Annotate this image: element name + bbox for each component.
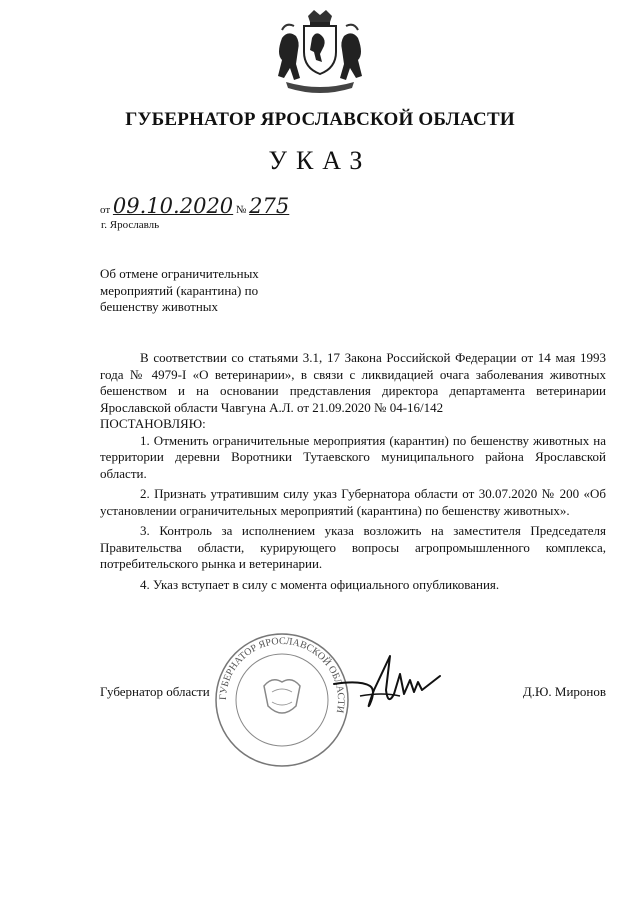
item-paragraph: 3. Контроль за исполнением указа возложить на заместителя Председателя Правительства области, курирующего вопросы агропромышленного комплекса, потребительского рынка и ветеринарии. <box>100 523 606 571</box>
item-paragraph: 1. Отменить ограничительные мероприятия (карантин) по бешенству животных на территории деревни Воротники Тутаевского муниципального района Ярославской области. <box>100 432 606 481</box>
svg-text:ГУБЕРНАТОР ЯРОСЛАВСКОЙ ОБЛАСТИ <box>218 636 346 714</box>
date-prefix: от <box>100 204 111 216</box>
decree-date: 09.10.2020 <box>112 194 234 218</box>
seal-text: ГУБЕРНАТОР ЯРОСЛАВСКОЙ ОБЛАСТИ <box>217 635 347 714</box>
signatory-name: Д.Ю. Миронов <box>522 684 606 699</box>
decree-body <box>100 350 606 593</box>
item-paragraph: 2. Признать утратившим силу указ Губернатора области от 30.07.2020 № 200 «Об установлении ограничительных мероприятий (карантина) по бешенству животных». <box>100 486 606 518</box>
number-prefix: № <box>235 204 247 216</box>
handwritten-signature <box>330 650 450 720</box>
preamble-paragraph: В соответствии со статьями 3.1, 17 Закона Российской Федерации от 14 мая 1993 года № 4979-I «О ветеринарии», в связи с ликвидацией очага заболевания животных бешенством и на основании представления директора департамента ветеринарии Ярославской области Чавгуна А.Л. от 21.09.2020 № 04-16/142 <box>100 350 606 415</box>
signatory-title: Губернатор области <box>100 684 210 699</box>
item-paragraph: 4. Указ вступает в силу с момента официального опубликования. <box>140 576 500 592</box>
ruling-word: ПОСТАНОВЛЯЮ: <box>100 416 206 431</box>
decree-number: 275 <box>249 194 290 218</box>
city-label: г. Ярославль <box>101 219 160 231</box>
subject-line: бешенству животных <box>100 299 219 314</box>
coat-of-arms-emblem <box>268 8 372 96</box>
subject-line: мероприятий (карантина) по <box>100 282 259 298</box>
date-number-line <box>100 194 289 218</box>
organization-title: ГУБЕРНАТОР ЯРОСЛАВСКОЙ ОБЛАСТИ <box>125 109 515 130</box>
decree-subject <box>100 266 320 316</box>
document-type: УКАЗ <box>268 146 372 175</box>
subject-line: Об отмене ограничительных <box>100 266 259 281</box>
